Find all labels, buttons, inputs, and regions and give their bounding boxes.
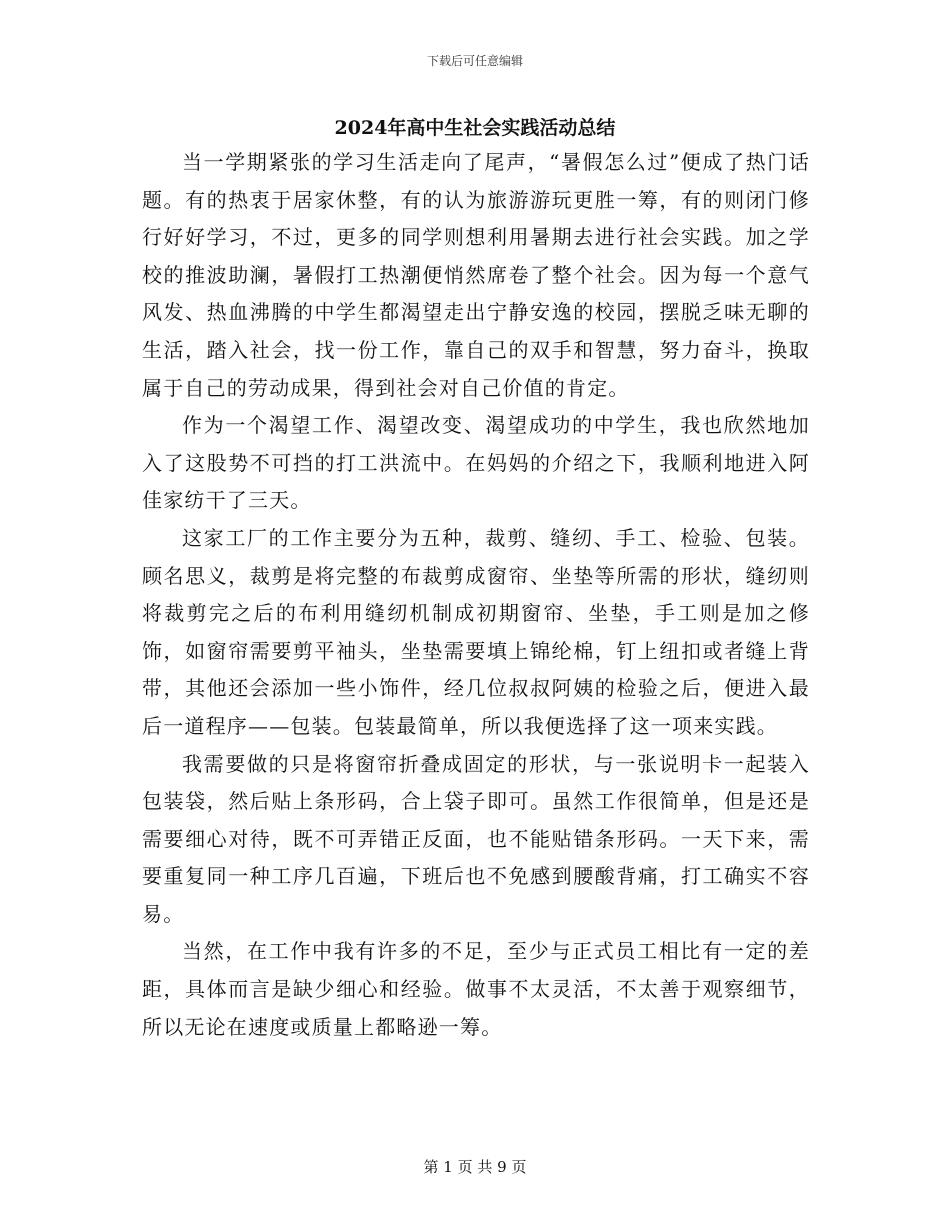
body-paragraph-1: 当一学期紧张的学习生活走向了尾声，“暑假怎么过”便成了热门话题。有的热衷于居家休整，有的认为旅游游玩更胜一筹，有的则闭门修行好好学习，不过，更多的同学则想利用暑期去进行社会实践。加之学校的推波助澜，暑假打工热潮便悄然席卷了整个社会。因为每一个意气风发、热血沸腾的中学生都渴望走出宁静安逸的校园，摆脱乏味无聊的生活，踏入社会，找一份工作，靠自己的双手和智慧，努力奋斗，换取属于自己的劳动成果，得到社会对自己价值的肯定。 — [142, 150, 810, 400]
body-paragraph-4: 我需要做的只是将窗帘折叠成固定的形状，与一张说明卡一起装入包装袋，然后贴上条形码，合上袋子即可。虽然工作很简单，但是还是需要细心对待，既不可弄错正反面，也不能贴错条形码。一天下来，需要重复同一种工序几百遍，下班后也不免感到腰酸背痛，打工确实不容易。 — [142, 751, 810, 926]
page-header-note: 下载后可任意编辑 — [426, 54, 523, 68]
document-title: 2024年高中生社会实践活动总结 — [334, 117, 616, 139]
body-paragraph-3: 这家工厂的工作主要分为五种，裁剪、缝纫、手工、检验、包装。顾名思义，裁剪是将完整的布裁剪成窗帘、坐垫等所需的形状，缝纫则将裁剪完之后的布利用缝纫机制成初期窗帘、坐垫，手工则是加之修饰，如窗帘需要剪平袖头，坐垫需要填上锦纶棉，钉上纽扣或者缝上背带，其他还会添加一些小饰件，经几位叔叔阿姨的检验之后，便进入最后一道程序——包装。包装最简单，所以我便选择了这一项来实践。 — [142, 525, 810, 738]
document-body — [142, 144, 810, 1046]
body-paragraph-2: 作为一个渴望工作、渴望改变、渴望成功的中学生，我也欣然地加入了这股势不可挡的打工洪流中。在妈妈的介绍之下，我顺利地进入阿佳家纺干了三天。 — [142, 413, 810, 513]
body-paragraph-5: 当然，在工作中我有许多的不足，至少与正式员工相比有一定的差距，具体而言是缺少细心和经验。做事不太灵活，不太善于观察细节，所以无论在速度或质量上都略逊一筹。 — [142, 939, 810, 1039]
page-number-footer: 第 1 页 共 9 页 — [423, 1158, 527, 1176]
